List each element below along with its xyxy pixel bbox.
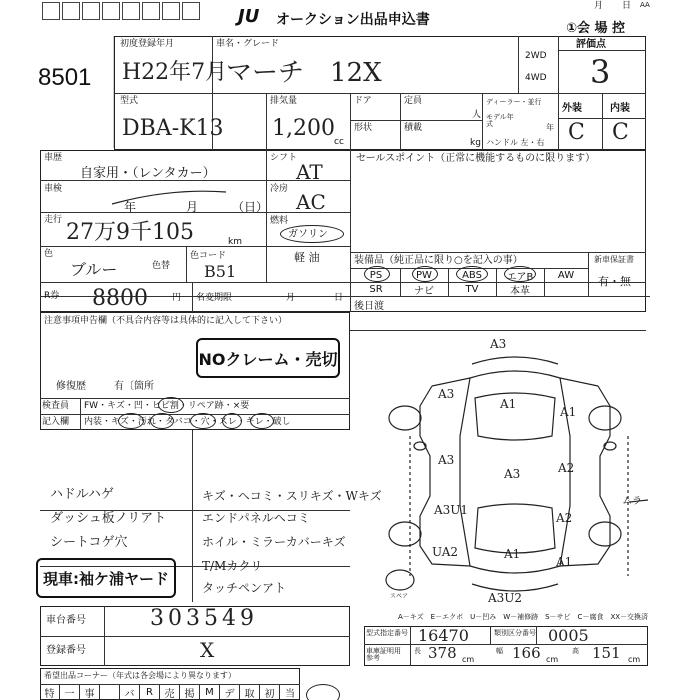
diagram-label-a1-rrr: A1 xyxy=(556,555,573,569)
no-claim-stamp: NOクレーム・売切 xyxy=(196,338,340,378)
date-month: 月 xyxy=(594,1,604,11)
sales-points-label: セールスポイント（正常に機能するものに限ります） xyxy=(356,153,596,164)
capacity-unit: 人 xyxy=(472,110,482,120)
first-reg-value: H22年7月 xyxy=(122,60,228,85)
displacement-value: 1,200 xyxy=(272,116,335,141)
entry-circle xyxy=(222,413,242,429)
hand-note-2: ダッシュ板ノリアト xyxy=(50,511,167,526)
equip-sr: SR xyxy=(369,284,383,295)
exterior-label: 外装 xyxy=(562,103,582,114)
drive-2wd: 2WD xyxy=(525,51,547,61)
corner-circle xyxy=(306,684,340,700)
ac-value: AC xyxy=(296,190,326,214)
history-options: 自家用・（レンタカー） xyxy=(80,166,216,181)
corner-cell: 特 xyxy=(40,684,60,700)
displacement-unit: cc xyxy=(334,137,344,147)
model-value: DBA-K13 xyxy=(122,116,224,141)
repair-value: 有〔箇所 xyxy=(114,381,154,392)
type-no-label: 型式指定番号 xyxy=(366,629,408,637)
diagram-label-a2-rr: A2 xyxy=(556,511,573,525)
model-year-label: モデル年式 xyxy=(486,113,514,128)
color-code-value: B51 xyxy=(204,262,237,281)
inspection-strikethrough xyxy=(110,186,230,210)
color-label: 色 xyxy=(44,249,54,259)
hand-note-8: タッチペンアト xyxy=(202,581,287,595)
diagram-label-mura: ムラ xyxy=(622,496,642,507)
hand-note-6: ホイル・ミラーカバーキズ xyxy=(202,535,346,549)
shift-value: AT xyxy=(296,160,323,184)
reg-square xyxy=(142,2,160,20)
length-unit: cm xyxy=(462,655,475,664)
date-day: 日 xyxy=(622,1,632,11)
venue-label: ①会 場 控 xyxy=(566,21,626,36)
equip-circle xyxy=(364,266,390,282)
corner-row xyxy=(40,684,300,700)
date-suffix: AA xyxy=(640,1,650,9)
interior-label: 内装 xyxy=(610,103,630,114)
equip-pw: PW xyxy=(416,269,432,281)
reg-square xyxy=(42,2,60,20)
inspector-circle xyxy=(158,397,184,413)
hand-note-5: エンドパネルヘコミ xyxy=(202,511,310,525)
fuel-diesel: 軽 油 xyxy=(294,251,320,264)
equip-circle xyxy=(412,266,438,282)
name-change-label: 名変期限 xyxy=(196,293,233,303)
inspection-month: 月 xyxy=(186,200,199,214)
diagram-label-a2-r: A2 xyxy=(558,461,575,475)
mileage-unit: km xyxy=(228,237,242,247)
shape-label: 形状 xyxy=(354,123,373,133)
equip-circle xyxy=(504,266,536,282)
warranty-value: 有・無 xyxy=(598,275,631,288)
inspection-label: 車検 xyxy=(44,184,63,194)
entry-circle xyxy=(250,413,274,429)
fuel-gasoline: ガソリン xyxy=(288,229,328,240)
equip-navi: ナビ xyxy=(414,286,434,297)
diagram-label-a3-l: A3 xyxy=(438,453,455,467)
corner-cell: バ xyxy=(120,684,140,700)
reg-square xyxy=(182,2,200,20)
mileage-label: 走行 xyxy=(44,215,63,225)
registration-label: 登録番号 xyxy=(46,645,86,656)
equip-leather: 本革 xyxy=(510,286,530,297)
lot-number-box xyxy=(34,36,114,148)
reg-square xyxy=(62,2,80,20)
interior-value: C xyxy=(612,120,629,145)
diagram-label-a1-hood: A1 xyxy=(500,397,517,411)
lot-number: 8501 xyxy=(38,64,92,91)
width-value: 166 xyxy=(512,644,541,662)
dealer-label: ディーラー・並行 xyxy=(486,98,542,106)
warranty-label: 新車保証書 xyxy=(594,255,634,264)
load-label: 積載 xyxy=(404,123,423,133)
notes-label: 注意事項申告欄（不具合内容等は具体的に記入して下さい） xyxy=(44,316,288,326)
name-change-day: 日 xyxy=(334,293,344,303)
diagram-label-a3-roof: A3 xyxy=(504,467,521,481)
ac-label: 冷房 xyxy=(270,184,289,194)
reg-square xyxy=(102,2,120,20)
handle-label: ハンドル 左・右 xyxy=(486,138,545,147)
diagram-label-ua2: UA2 xyxy=(432,545,459,559)
inspector-label: 検査員 xyxy=(42,401,70,411)
diagram-label-a1-trunk: A1 xyxy=(504,547,521,561)
diagram-label-spare: スペア xyxy=(390,593,409,600)
hand-note-1: ハドルハゲ xyxy=(50,487,114,502)
corner-cell: 取 xyxy=(240,684,260,700)
hand-note-3: シートコゲ穴 xyxy=(50,535,128,550)
equip-circle xyxy=(456,266,488,282)
load-unit: kg xyxy=(470,138,481,148)
car-damage-diagram xyxy=(360,336,650,606)
corner-cell: 売 xyxy=(160,684,180,700)
corner-cell: デ xyxy=(220,684,240,700)
cert-label: 車庫証明用 参考 xyxy=(366,647,401,662)
entry-items: 内装・キズ・汚れ・タバコ・穴・スレ・キレ・破し xyxy=(84,417,291,427)
diagram-label-a3u2: A3U2 xyxy=(488,591,523,605)
car-name-value: マーチ 12X xyxy=(226,58,382,88)
equip-aw: AW xyxy=(557,269,575,281)
chassis-value: 303549 xyxy=(150,606,258,631)
corner-cell: 事 xyxy=(80,684,100,700)
fuel-label: 燃料 xyxy=(270,216,289,226)
class-no-label: 類別区分番号 xyxy=(494,629,536,637)
color-code-label: 色コード xyxy=(190,251,227,261)
width-unit: cm xyxy=(546,655,559,664)
length-value: 378 xyxy=(428,644,457,662)
height-unit: cm xyxy=(628,655,641,664)
entry-circle xyxy=(118,413,144,429)
reg-square xyxy=(82,2,100,20)
equip-abs: ABS xyxy=(462,269,482,281)
height-label: 高 xyxy=(572,647,579,655)
score-value: 3 xyxy=(590,53,611,91)
entry-label: 記入欄 xyxy=(42,417,70,427)
form-title: オークション出品申込書 xyxy=(276,12,430,28)
drive-4wd: 4WD xyxy=(525,73,547,83)
width-label: 幅 xyxy=(496,647,503,655)
color-change-label: 色替 xyxy=(152,261,171,271)
corner-cell: 当 xyxy=(285,688,295,700)
posthoc-label: 後日渡 xyxy=(354,301,384,312)
diagram-label-a1-r: A1 xyxy=(560,405,577,419)
car-name-label: 車名・グレード xyxy=(216,39,280,49)
corner-cell: M xyxy=(200,684,220,700)
mileage-value: 27万9千105 xyxy=(66,220,194,245)
registration-value: X xyxy=(200,638,215,662)
first-reg-label: 初度登録年月 xyxy=(120,39,175,49)
equip-tv: TV xyxy=(465,284,479,295)
color-value: ブルー xyxy=(70,260,118,279)
equip-airbag: エアB xyxy=(506,271,534,283)
corner-cell: 初 xyxy=(260,684,280,700)
diagram-label-a3u1: A3U1 xyxy=(434,503,469,517)
history-label: 車歴 xyxy=(44,153,63,163)
recycle-unit: 円 xyxy=(172,293,182,303)
shift-label: シフト xyxy=(270,153,298,163)
displacement-label: 排気量 xyxy=(270,96,298,106)
chassis-label: 車台番号 xyxy=(46,615,86,626)
repair-label: 修復歴 xyxy=(56,381,86,392)
equip-ps: PS xyxy=(369,269,383,281)
class-no-value: 0005 xyxy=(548,626,589,645)
fuel-circle xyxy=(280,225,344,243)
reg-square xyxy=(162,2,180,20)
corner-cell xyxy=(100,684,120,700)
corner-cell: 一 xyxy=(60,684,80,700)
exterior-value: C xyxy=(568,120,585,145)
inspection-year: 年 xyxy=(124,200,137,214)
corner-label: 希望出品コーナー（年式は各会場により異なります） xyxy=(44,671,236,680)
year-unit: 年 xyxy=(546,123,554,132)
hand-note-7: T/Mカクリ xyxy=(202,559,263,573)
inspection-day: （日） xyxy=(232,200,269,214)
model-label: 型式 xyxy=(120,96,139,106)
height-value: 151 xyxy=(592,644,621,662)
location-stamp: 現車:袖ケ浦ヤード xyxy=(36,558,176,598)
name-change-month: 月 xyxy=(286,293,296,303)
inspector-items: FW・キズ・凹・ヒビ割・リペア跡・×要 xyxy=(84,401,250,411)
corner-cell: 掲 xyxy=(180,684,200,700)
recycle-value: 8800 xyxy=(92,286,148,311)
corner-cell: R xyxy=(140,684,160,700)
type-no-value: 16470 xyxy=(418,626,469,645)
entry-circle xyxy=(190,413,216,429)
score-label: 評価点 xyxy=(576,39,606,50)
diagram-label-a3-top: A3 xyxy=(490,337,507,351)
entry-circle xyxy=(150,413,174,429)
damage-legend: A－キズ E－エクボ U－凹み W－補修跡 S－サビ C－腐食 XX－交換済 xyxy=(398,613,649,621)
capacity-label: 定員 xyxy=(404,96,423,106)
doors-label: ドア xyxy=(354,96,372,106)
reg-square xyxy=(122,2,140,20)
hand-note-4: キズ・ヘコミ・スリキズ・Wキズ xyxy=(202,489,382,503)
diagram-label-a3-fl: A3 xyxy=(438,387,455,401)
ju-logo: JU xyxy=(238,6,260,27)
length-label: 長 xyxy=(414,647,421,655)
equipment-label: 装備品（純正品に限り○を記入の事） xyxy=(354,255,523,266)
recycle-label: R券 xyxy=(44,291,60,301)
